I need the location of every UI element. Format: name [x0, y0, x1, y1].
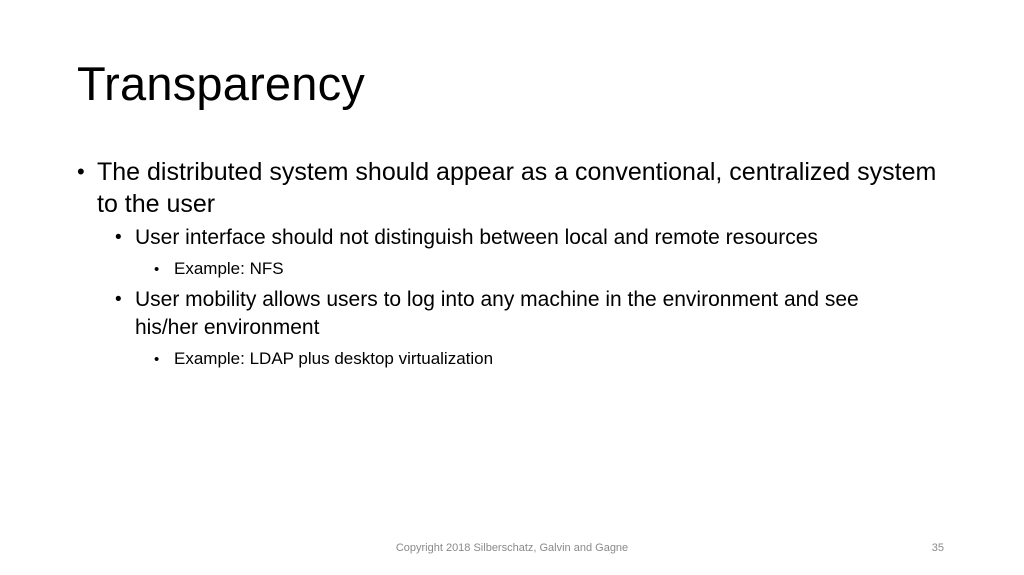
bullet-level3 [154, 348, 874, 370]
bullet-text: The distributed system should appear as a conventional, centralized system to the user [97, 158, 937, 218]
bullet-text: Example: LDAP plus desktop virtualization [174, 349, 494, 368]
bullet-level2 [115, 224, 925, 252]
footer-copyright: Copyright 2018 Silberschatz, Galvin and Gagne [395, 542, 629, 554]
bullet-level1 [77, 156, 937, 220]
slide-content [77, 156, 937, 370]
bullet-text: User mobility allows users to log into any machine in the environment and see his/her environment [135, 288, 859, 339]
bullet-level2 [115, 286, 925, 342]
bullet-dot-icon: • [154, 351, 160, 368]
bullet-dot-icon: • [154, 261, 160, 278]
bullet-text: Example: NFS [174, 259, 284, 278]
bullet-dot-icon: • [115, 289, 122, 310]
bullet-level3 [154, 258, 874, 280]
bullet-dot-icon: • [115, 227, 122, 248]
bullet-dot-icon: • [77, 159, 85, 184]
slide-page-number: 35 [931, 542, 944, 554]
bullet-text: User interface should not distinguish between local and remote resources [135, 226, 818, 249]
slide-title: Transparency [77, 57, 366, 110]
